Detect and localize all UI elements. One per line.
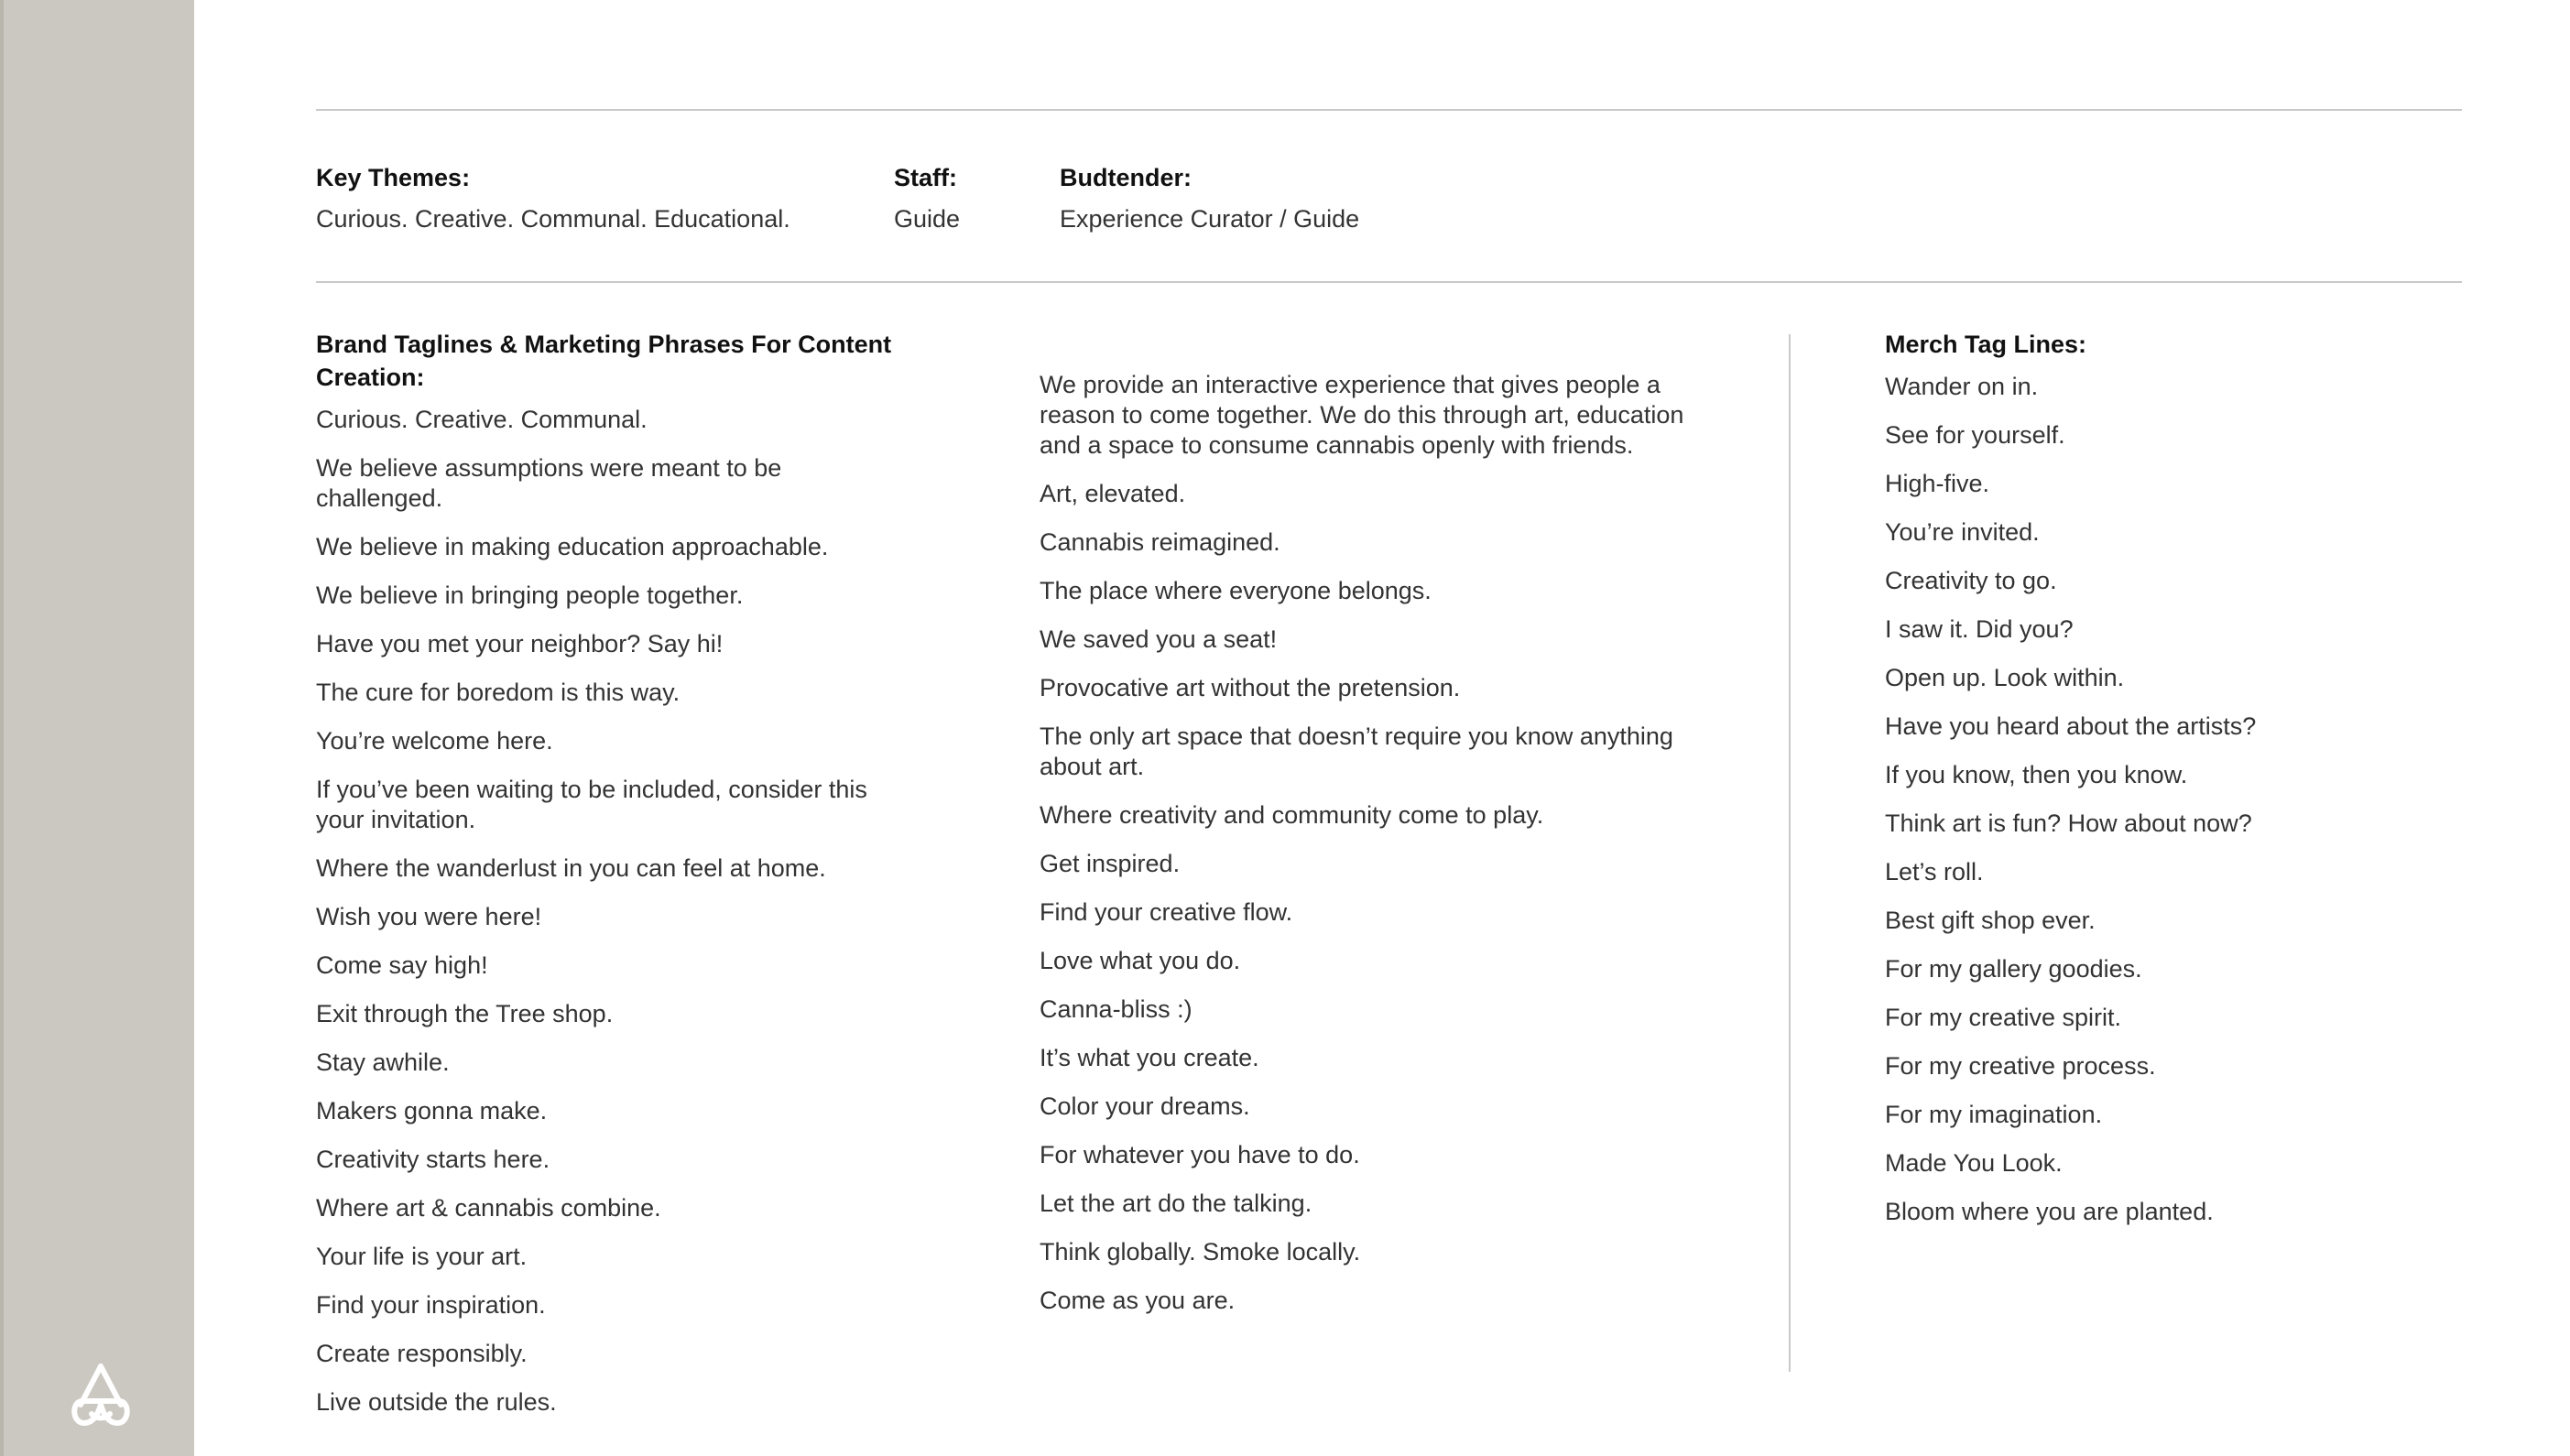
tagline-item: Let the art do the talking.: [1040, 1190, 1312, 1217]
merch-list: [1885, 372, 2343, 1227]
tagline-item: We believe assumptions were meant to be challenged.: [316, 454, 782, 512]
brand-logo-icon: [70, 1363, 132, 1430]
tagline-item: We saved you a seat!: [1040, 625, 1278, 653]
tagline-item: For whatever you have to do.: [1040, 1141, 1360, 1168]
merch-tagline-item: Open up. Look within.: [1885, 664, 2125, 691]
tagline-item: Come say high!: [316, 951, 488, 979]
middle-divider: [316, 281, 2462, 283]
staff: [894, 161, 960, 235]
merch-tagline-item: Creativity to go.: [1885, 567, 2057, 594]
tagline-item: Think globally. Smoke locally.: [1040, 1238, 1361, 1266]
tagline-item: We provide an interactive experience that gives people a reason to come together. We do this through art, education and a space to consume cannabis openly with friends.: [1040, 371, 1684, 459]
taglines-column-2: [1040, 370, 1708, 1334]
key-themes-label: Key Themes:: [316, 164, 471, 191]
taglines-list-2: [1040, 370, 1708, 1316]
merch-tagline-item: I saw it. Did you?: [1885, 615, 2074, 643]
taglines-column-1: [316, 328, 902, 1436]
merch-tagline-item: Have you heard about the artists?: [1885, 712, 2257, 740]
tagline-item: Stay awhile.: [316, 1049, 450, 1076]
staff-label: Staff:: [894, 164, 957, 191]
tagline-item: It’s what you create.: [1040, 1044, 1259, 1071]
merch-tagline-item: You’re invited.: [1885, 518, 2040, 546]
key-themes-value: Curious. Creative. Communal. Educational.: [316, 205, 790, 233]
tagline-item: Love what you do.: [1040, 947, 1241, 974]
tagline-item: Cannabis reimagined.: [1040, 528, 1280, 556]
tagline-item: Creativity starts here.: [316, 1146, 550, 1173]
taglines-heading: Brand Taglines & Marketing Phrases For Content Creation:: [316, 331, 892, 391]
tagline-item: The only art space that doesn’t require you know anything about art.: [1040, 723, 1673, 780]
tagline-item: Find your inspiration.: [316, 1291, 546, 1319]
tagline-item: Your life is your art.: [316, 1243, 528, 1270]
budtender-value: Experience Curator / Guide: [1060, 205, 1360, 233]
tagline-item: Exit through the Tree shop.: [316, 1000, 614, 1027]
merch-tagline-item: Let’s roll.: [1885, 858, 1984, 886]
tagline-item: Wish you were here!: [316, 903, 542, 930]
budtender: [1060, 161, 1359, 235]
taglines-list-1: [316, 405, 902, 1418]
merch-column: [1885, 328, 2343, 1245]
staff-value: Guide: [894, 205, 961, 233]
merch-tagline-item: For my imagination.: [1885, 1101, 2103, 1128]
tagline-item: Art, elevated.: [1040, 480, 1186, 507]
merch-tagline-item: For my creative process.: [1885, 1052, 2156, 1080]
tagline-item: Create responsibly.: [316, 1340, 528, 1367]
merch-tagline-item: Think art is fun? How about now?: [1885, 809, 2252, 837]
merch-heading: Merch Tag Lines:: [1885, 331, 2087, 358]
tagline-item: Where art & cannabis combine.: [316, 1194, 661, 1222]
merch-tagline-item: For my creative spirit.: [1885, 1004, 2122, 1031]
tagline-item: Canna-bliss :): [1040, 995, 1192, 1023]
merch-tagline-item: Best gift shop ever.: [1885, 907, 2096, 934]
tagline-item: If you’ve been waiting to be included, consider this your invitation.: [316, 776, 867, 833]
tagline-item: The place where everyone belongs.: [1040, 577, 1432, 604]
budtender-label: Budtender:: [1060, 164, 1192, 191]
merch-tagline-item: Made You Look.: [1885, 1149, 2063, 1177]
sidebar: [0, 0, 194, 1456]
merch-tagline-item: Bloom where you are planted.: [1885, 1198, 2214, 1225]
tagline-item: Get inspired.: [1040, 850, 1181, 877]
key-themes: [316, 161, 790, 235]
tagline-item: We believe in bringing people together.: [316, 581, 744, 609]
tagline-item: Come as you are.: [1040, 1287, 1236, 1314]
tagline-item: Where the wanderlust in you can feel at home.: [316, 854, 826, 882]
tagline-item: Curious. Creative. Communal.: [316, 406, 648, 433]
tagline-item: Have you met your neighbor? Say hi!: [316, 630, 724, 657]
merch-tagline-item: High-five.: [1885, 470, 1990, 497]
top-divider: [316, 109, 2462, 111]
merch-tagline-item: Wander on in.: [1885, 373, 2039, 400]
tagline-item: Live outside the rules.: [316, 1388, 557, 1416]
tagline-item: Find your creative flow.: [1040, 898, 1293, 926]
tagline-item: We believe in making education approachable.: [316, 533, 829, 560]
tagline-item: Where creativity and community come to play.: [1040, 801, 1544, 829]
tagline-item: Color your dreams.: [1040, 1092, 1250, 1120]
tagline-item: Makers gonna make.: [316, 1097, 548, 1125]
merch-tagline-item: For my gallery goodies.: [1885, 955, 2142, 983]
merch-tagline-item: If you know, then you know.: [1885, 761, 2188, 788]
tagline-item: Provocative art without the pretension.: [1040, 674, 1461, 701]
merch-tagline-item: See for yourself.: [1885, 421, 2065, 449]
column-divider: [1789, 334, 1791, 1372]
tagline-item: You’re welcome here.: [316, 727, 553, 755]
tagline-item: The cure for boredom is this way.: [316, 679, 681, 706]
